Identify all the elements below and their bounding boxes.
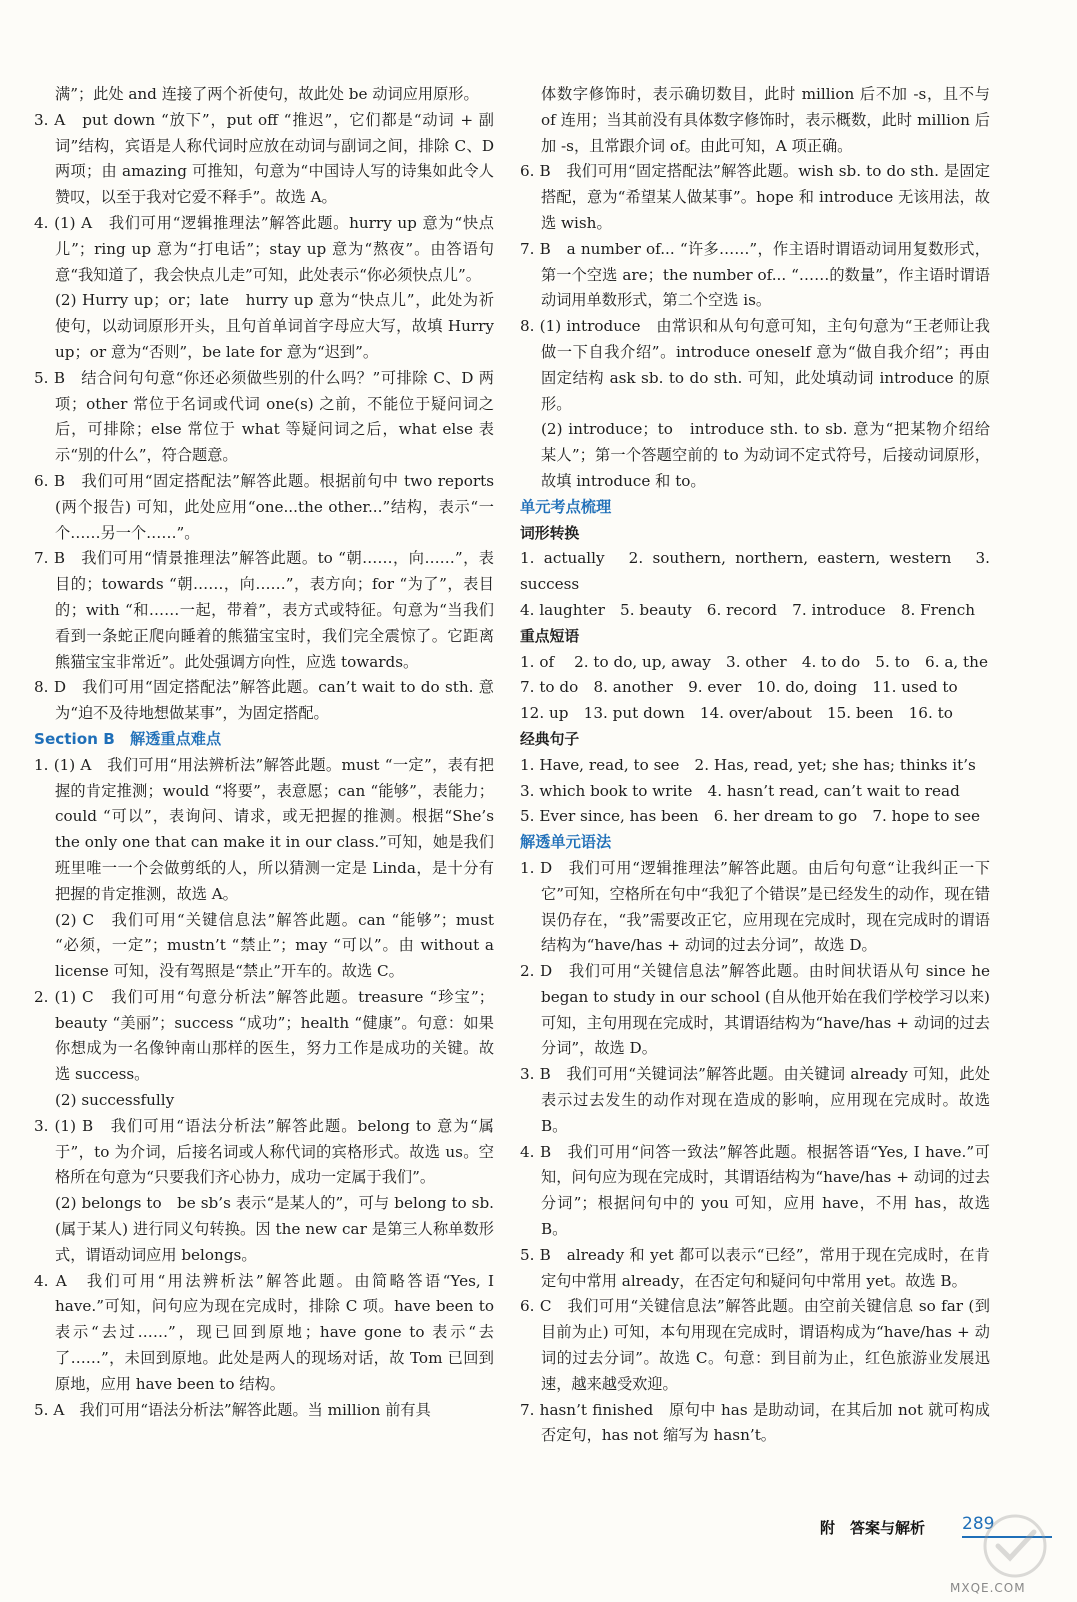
answer-paragraph: 12. up 13. put down 14. over/about 15. been 16. to (520, 704, 953, 723)
answer-paragraph: 4. (1) A 我们可用“逻辑推理法”解答此题。hurry up 意为“快点儿”；ring up 意为“打电话”；stay up 意为“熬夜”。由答语句意“我知道了，我会快点儿走”可知，此处表示“你必须快点儿”。 (34, 213, 494, 284)
answer-paragraph: 6. B 我们可用“固定搭配法”解答此题。根据前句中 two reports (两个报告) 可知，此处应用“one...the other...”结构，表示“一个……另一个……”。 (34, 471, 494, 542)
right-column (520, 82, 995, 1449)
answer-paragraph: 3. B 我们可用“关键词法”解答此题。由关键词 already 可知，此处表示过去发生的动作对现在造成的影响，应用现在完成时。故选 B。 (520, 1065, 990, 1135)
answer-paragraph: 3. which book to write 4. hasn’t read, can’t wait to read (520, 781, 960, 800)
answer-paragraph: 1. Have, read, to see 2. Has, read, yet; she has; thinks it’s (520, 755, 976, 774)
answer-paragraph: 5. Ever since, has been 6. her dream to go 7. hope to see (520, 807, 980, 826)
subsection-label: 经典句子 (520, 730, 580, 748)
answer-paragraph: (2) belongs to be sb’s 表示“是某人的”，可与 belong to sb. (属于某人) 进行同义句转换。因 the new car 是第三人称单数形式，谓语动词应用 belongs。 (55, 1194, 494, 1264)
answer-paragraph: 3. (1) B 我们可用“语法分析法”解答此题。belong to 意为“属于”，to 为介词，后接名词或人称代词的宾格形式。故选 us。空格所在句意为“只要我们齐心协力，成功一定属于我们”。 (34, 1116, 494, 1187)
answer-paragraph: 3. A put down “放下”，put off “推迟”，它们都是“动词 + 副词”结构，宾语是人称代词时应放在动词与副词之间，排除 C、D 两项；由 amazing 可推知，句意为“中国诗人写的诗集如此令人赞叹，以至于我对它爱不释手”。故选 A。 (34, 110, 494, 207)
page-number: 289 (962, 1514, 995, 1534)
answer-paragraph: 2. D 我们可用“关键信息法”解答此题。由时间状语从句 since he began to study in our school (自从他开始在我们学校学习以来) 可知，主句用现在完成时，其谓语结构为“have/has + 动词的过去分词”，故选 D。 (520, 962, 990, 1058)
answer-paragraph: 7. B 我们可用“情景推理法”解答此题。to “朝……，向……”，表目的；towards “朝……，向……”，表方向；for “为了”，表目的；with “和……一起，带着”，表方式或特征。句意为“当我们看到一条蛇正爬向睡着的熊猫宝宝时，我们完全震惊了。它距离熊猫宝宝非常近”。此处强调方向性，应选 towards。 (34, 549, 494, 671)
section-heading: 单元考点梳理 (520, 497, 612, 516)
footer-label: 附 答案与解析 (820, 1519, 926, 1537)
answer-paragraph: 7. B a number of... “许多……”，作主语时谓语动词用复数形式，第一个空选 are；the number of... “……的数量”，作主语时谓语动词用单数形式，第二个空选 is。 (520, 239, 990, 310)
answer-paragraph: 5. A 我们可用“语法分析法”解答此题。当 million 前有具 (34, 1400, 431, 1419)
answer-paragraph: 1. actually 2. southern, northern, eastern, western 3. success (520, 549, 995, 594)
answer-paragraph: (2) successfully (55, 1091, 175, 1110)
answer-paragraph: 满”；此处 and 连接了两个祈使句，故此处 be 动词应用原形。 (55, 85, 479, 103)
answer-paragraph: 4. A 我们可用“用法辨析法”解答此题。由简略答语“Yes, I have.”可知，问句应为现在完成时，排除 C 项。have been to 表示“去过……”，现已回到原地；have gone to 表示“去了……”，未回到原地。此处是两人的现场对话，故 Tom 已回到原地，应用 have been to 结构。 (34, 1271, 494, 1393)
section-heading: 解透单元语法 (520, 833, 612, 852)
answer-paragraph: 8. (1) introduce 由常识和从句句意可知，主句句意为“王老师让我做一下自我介绍”。introduce oneself 意为“做自我介绍”；再由固定结构 ask sb. to do sth. 可知，此处填动词 introduce 的原形。 (520, 317, 990, 413)
left-column (34, 82, 494, 1423)
section-heading: Section B 解透重点难点 (34, 729, 222, 748)
answer-paragraph: 1. D 我们可用“逻辑推理法”解答此题。由后句句意“让我纠正一下它”可知，空格所在句中“我犯了个错误”是已经发生的动作，现在错误仍存在，“我”需要改正它，应用现在完成时，现在完成时的谓语结构为“have/has + 动词的过去分词”，故选 D。 (520, 858, 990, 955)
answer-paragraph: 2. (1) C 我们可用“句意分析法”解答此题。treasure “珍宝”；beauty “美丽”；success “成功”；health “健康”。句意：如果你想成为一名像钟南山那样的医生，努力工作是成功的关键。故选 success。 (34, 987, 494, 1084)
answer-paragraph: (2) Hurry up；or；late hurry up 意为“快点儿”，此处为祈使句，以动词原形开头，且句首单词首字母应大写，故填 Hurry up；or 意为“否则”，be late for 意为“迟到”。 (55, 291, 494, 361)
answer-paragraph: (2) C 我们可用“关键信息法”解答此题。can “能够”；must “必须，一定”；mustn’t “禁止”；may “可以”。由 without a license 可知，没有驾照是“禁止”开车的。故选 C。 (55, 910, 494, 981)
watermark-url: MXQE.COM (950, 1581, 1026, 1595)
answer-paragraph: 5. B 结合问句句意“你还必须做些别的什么吗？”可排除 C、D 两项；other 常位于名词或代词 one(s) 之前，不能位于疑问词之后，可排除；else 常位于 what 等疑问词之后，what else 表示“别的什么”，符合题意。 (34, 368, 494, 465)
answer-paragraph: 1. of 2. to do, up, away 3. other 4. to do 5. to 6. a, the (520, 652, 988, 671)
answer-paragraph: 5. B already 和 yet 都可以表示“已经”，常用于现在完成时，在肯定句中常用 already，在否定句和疑问句中常用 yet。故选 B。 (520, 1245, 990, 1290)
answer-paragraph: 4. laughter 5. beauty 6. record 7. introduce 8. French (520, 600, 975, 619)
answer-paragraph: 体数字修饰时，表示确切数目，此时 million 后不加 -s，且不与 of 连用；当其前没有具体数字修饰时，表示概数，此时 million 后加 -s，且常跟介词 of。由此可知，A 项正确。 (541, 85, 990, 155)
answer-paragraph: 1. (1) A 我们可用“用法辨析法”解答此题。must “一定”，表有把握的肯定推测；would “将要”，表意愿；can “能够”，表能力；could “可以”，表询问、请求，或无把握的推测。根据“She’s the only one that can make it in our class.”可知，她是我们班里唯一一个会做剪纸的人，所以猜测一定是 Linda，是十分有把握的肯定推测，故选 A。 (34, 755, 494, 903)
answer-paragraph: 6. B 我们可用“固定搭配法”解答此题。wish sb. to do sth. 是固定搭配，意为“希望某人做某事”。hope 和 introduce 无该用法，故选 wish。 (520, 162, 990, 232)
answer-paragraph: 7. hasn’t finished 原句中 has 是助动词，在其后加 not 就可构成否定句，has not 缩写为 hasn’t。 (520, 1400, 990, 1445)
answer-paragraph: 4. B 我们可用“问答一致法”解答此题。根据答语“Yes, I have.”可知，问句应为现在完成时，其谓语结构为“have/has + 动词的过去分词”；根据问句中的 you 可知，应用 have，不用 has，故选 B。 (520, 1142, 990, 1239)
subsection-label: 词形转换 (520, 524, 580, 542)
subsection-label: 重点短语 (520, 627, 580, 645)
answer-paragraph: (2) introduce；to introduce sth. to sb. 意为“把某物介绍给某人”；第一个答题空前的 to 为动词不定式符号，后接动词原形，故填 introduce 和 to。 (541, 420, 990, 490)
answer-paragraph: 7. to do 8. another 9. ever 10. do, doing 11. used to (520, 678, 958, 697)
answer-paragraph: 8. D 我们可用“固定搭配法”解答此题。can’t wait to do sth. 意为“迫不及待地想做某事”，为固定搭配。 (34, 678, 494, 723)
answer-paragraph: 6. C 我们可用“关键信息法”解答此题。由空前关键信息 so far (到目前为止) 可知，本句用现在完成时，谓语构成为“have/has + 动词的过去分词”。故选 C。句意：到目前为止，红色旅游业发展迅速，越来越受欢迎。 (520, 1297, 990, 1393)
